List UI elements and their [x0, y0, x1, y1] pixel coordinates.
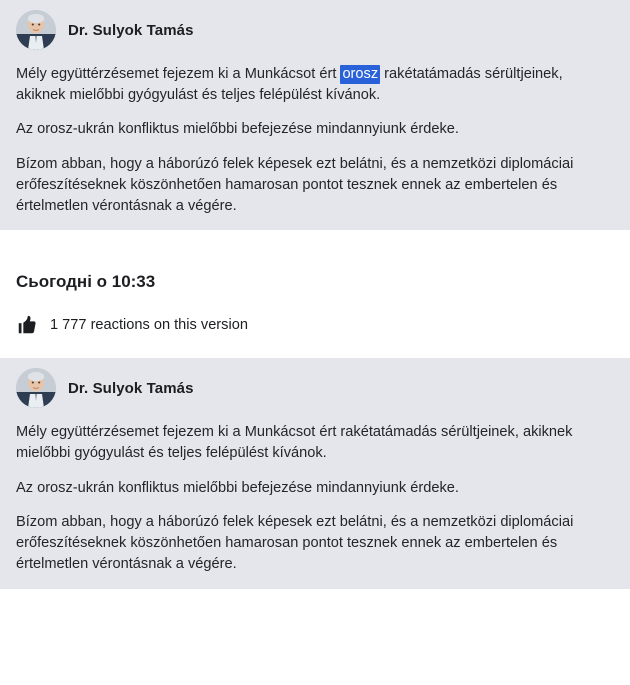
thumbs-up-icon	[16, 314, 38, 336]
version-section	[0, 254, 630, 336]
post-paragraph: Az orosz-ukrán konfliktus mielőbbi befejezése mindannyiunk érdeke.	[16, 479, 459, 496]
post-card-current-version	[0, 0, 630, 230]
reactions-count-label: 1 777 reactions on this version	[50, 317, 248, 334]
post-paragraph	[16, 64, 614, 105]
user-avatar-photo-icon	[16, 368, 56, 408]
post-card-previous-version	[0, 358, 630, 588]
avatar[interactable]	[16, 368, 56, 408]
user-avatar-photo-icon	[16, 10, 56, 50]
post-header	[0, 364, 630, 410]
post-author-name: Dr. Sulyok Tamás	[68, 379, 194, 397]
post-paragraph: Bízom abban, hogy a háborúzó felek képesek ezt belátni, és a nemzetközi diplomáciai erőfeszítéseknek köszönhetően hamarosan pontot tesznek ennek az embertelen és értelmetlen vérontásnak a végére.	[16, 514, 574, 572]
version-timestamp: Сьогодні о 10:33	[16, 272, 156, 292]
highlighted-word: orosz	[342, 66, 379, 82]
post-author-name: Dr. Sulyok Tamás	[68, 21, 194, 39]
reactions-row	[16, 314, 614, 336]
post-body	[0, 422, 630, 574]
section-gap	[0, 230, 630, 254]
avatar[interactable]	[16, 10, 56, 50]
post-body	[0, 64, 630, 216]
paragraph-text: rakétatámadás sérültjeinek, akiknek mielőbbi gyógyulást és teljes felépülést kívánok.	[16, 66, 563, 103]
post-paragraph: Mély együttérzésemet fejezem ki a Munkácsot ért rakétatámadás sérültjeinek, akiknek mielőbbi gyógyulást és teljes felépülést kívánok.	[16, 424, 573, 462]
post-paragraph: Az orosz-ukrán konfliktus mielőbbi befejezése mindannyiunk érdeke.	[16, 121, 459, 138]
post-header	[0, 6, 630, 52]
paragraph-text: Mély együttérzésemet fejezem ki a Munkácsot ért	[16, 66, 341, 82]
post-paragraph: Bízom abban, hogy a háborúzó felek képesek ezt belátni, és a nemzetközi diplomáciai erőfeszítéseknek köszönhetően hamarosan pontot tesznek ennek az embertelen és értelmetlen vérontásnak a végére.	[16, 156, 574, 214]
